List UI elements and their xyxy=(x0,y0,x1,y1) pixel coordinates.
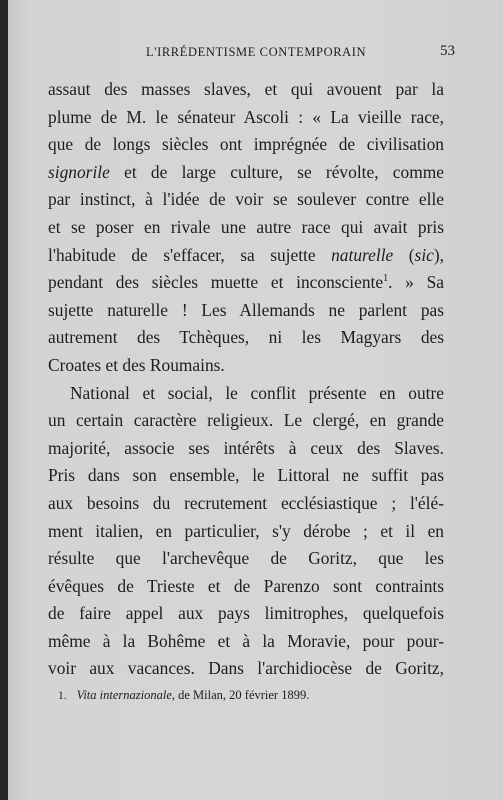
text-span: . » Sa xyxy=(388,272,444,293)
text-line xyxy=(48,159,444,187)
footnote-text: , de Milan, 20 février 1899. xyxy=(171,688,310,702)
text-line: National et social, le conflit présente en outre xyxy=(70,382,444,403)
text-line: Pris dans son ensemble, le Littoral ne suffit pas xyxy=(48,465,444,486)
paragraph xyxy=(48,380,444,684)
text-line: un certain caractère religieux. Le clergé, en grande xyxy=(48,410,444,431)
text-span: et de large culture, se révolte, comme xyxy=(109,161,444,182)
text-line xyxy=(48,269,444,297)
text-line: autrement des Tchèques, ni les Magyars des xyxy=(48,327,444,348)
text-line: par instinct, à l'idée de voir se soulever contre elle xyxy=(48,189,444,210)
text-line: majorité, associe ses intérêts à ceux des Slaves. xyxy=(48,437,444,458)
running-title: L'IRRÉDENTISME CONTEMPORAIN xyxy=(146,45,367,59)
text-line: que de longs siècles ont imprégnée de civilisation xyxy=(48,134,444,155)
running-header xyxy=(48,45,455,63)
footnote xyxy=(58,688,309,703)
italic-term: naturelle xyxy=(331,244,394,265)
footnote-reference: 1 xyxy=(383,273,389,285)
book-page xyxy=(8,0,503,800)
paragraph xyxy=(48,76,444,380)
text-line: de faire appel aux pays limitrophes, quelquefois xyxy=(48,603,444,624)
italic-term: sic xyxy=(414,244,434,265)
body-text xyxy=(48,76,444,683)
text-line: Croates et des Roumains. xyxy=(48,354,225,375)
text-line: même à la Bohême et à la Moravie, pour pour- xyxy=(48,630,444,651)
text-line: évêques de Trieste et de Parenzo sont contraints xyxy=(48,575,444,596)
text-line: assaut des masses slaves, et qui avouent par la xyxy=(48,79,444,99)
text-line: ment italien, en particulier, s'y dérobe ; et il en xyxy=(48,520,444,541)
text-line: résulte que l'archevêque de Goritz, que les xyxy=(48,548,444,569)
text-span: ( xyxy=(393,244,415,265)
footnote-marker: 1. xyxy=(58,690,67,702)
text-line: et se poser en rivale une autre race qui avait pris xyxy=(48,216,444,237)
text-span: ), xyxy=(433,244,445,265)
footnote-source-title: Vita internazionale xyxy=(76,688,172,702)
text-line: plume de M. le sénateur Ascoli : « La vieille race, xyxy=(48,106,444,127)
text-line xyxy=(48,242,444,270)
text-line: voir aux vacances. Dans l'archidiocèse de Goritz, xyxy=(48,658,444,679)
italic-term: signorile xyxy=(48,161,110,182)
text-line: sujette naturelle ! Les Allemands ne parlent pas xyxy=(48,299,444,320)
text-span: pendant des siècles muette et inconsciente xyxy=(48,272,384,293)
text-span: l'habitude de s'effacer, sa sujette xyxy=(48,244,332,265)
text-line: aux besoins du recrutement ecclésiastique ; l'élé- xyxy=(48,492,444,513)
page-number: 53 xyxy=(440,43,455,59)
